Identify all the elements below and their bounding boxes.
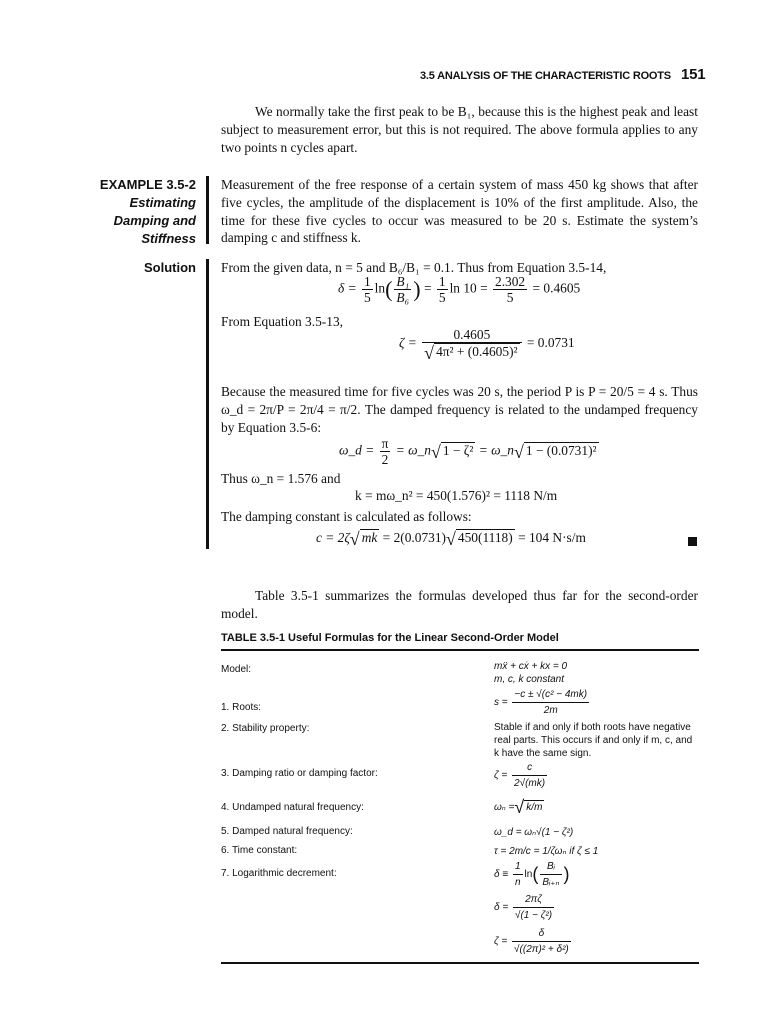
table-row-value-delta-zeta: [494, 892, 556, 923]
example-rule: [206, 176, 209, 244]
zeta-from-delta-num: δ: [512, 926, 571, 942]
delta-num: 2πζ: [513, 892, 554, 908]
delta-def-num: 1: [513, 859, 523, 875]
omega-n-lhs: ωₙ =: [494, 802, 515, 813]
eq3-den: 2: [381, 452, 389, 467]
table-intro: Table 3.5-1 summarizes the formulas developed thus far for the second-order model.: [221, 588, 698, 621]
table-row-label-damped-frequency: 5. Damped natural frequency:: [221, 826, 353, 837]
zeta-num: c: [512, 760, 547, 776]
eq1-frac4-num: 2.302: [495, 274, 526, 289]
eq5-result: = 104 N·s/m: [518, 530, 586, 545]
delta-def-b-num: Bᵢ: [540, 859, 561, 875]
zeta-from-delta-den: √((2π)² + δ²): [514, 944, 569, 955]
eq1-lhs: δ =: [338, 280, 357, 296]
eq5-rad2: 450(1118): [457, 530, 513, 545]
eq3-lhs: ω_d =: [339, 442, 375, 458]
example-problem: Measurement of the free response of a certain system of mass 450 kg shows that after five cycles, the amplitude of the displacement is 10% of the first amplitude. Also, the time for these five cycles to occur was measured to be 20 s. Estimate the system’s damping c and stiffness k.: [221, 177, 698, 246]
eq2-lhs: ζ =: [399, 335, 417, 351]
solution-line-1: From the given data, n = 5 and B₆/B₁ = 0.1. Thus from Equation 3.5-14,: [221, 260, 607, 275]
delta-den: √(1 − ζ²): [514, 910, 553, 921]
section-title: 3.5 ANALYSIS OF THE CHARACTERISTIC ROOTS: [420, 70, 671, 82]
solution-paragraph-3: Because the measured time for five cycles was 20 s, the period P is P = 20/5 = 4 s. Thus ω_d = 2π/P = 2π/4 = π/2. The damped frequency is related to the undamped frequency by Equation 3.5-6:: [221, 384, 698, 435]
delta-def-lhs: δ ≡: [494, 869, 509, 880]
roots-den: 2m: [543, 705, 558, 716]
delta-def-b-den: Bᵢ₊ₙ: [542, 877, 560, 888]
table-row-value-log-decrement: δ ≡ $\frac{1}{n}$ ln( $\frac{\text{Bᵢ}}{\text{Bᵢ₊ₙ}}$ ): [494, 861, 570, 888]
eq1-frac2-num: B₁: [396, 274, 410, 289]
solution-line-4: Thus ω_n = 1.576 and: [221, 471, 341, 486]
delta-lhs: δ =: [494, 902, 509, 913]
eq5-rad1: mk: [361, 530, 378, 545]
example-title-line-1: Estimating: [129, 195, 196, 210]
eq1-frac2-den: B₆: [396, 290, 410, 305]
delta-def-ln: ln: [524, 869, 533, 880]
eq5-mid: = 2(0.0731): [382, 530, 447, 545]
table-row-value-model-2: m, c, k constant: [494, 674, 565, 685]
solution-label: Solution: [144, 260, 196, 275]
table-row-value-undamped-frequency: ωₙ =√ k/m: [494, 797, 543, 817]
eq1-equals: =: [423, 280, 432, 296]
table-row-label-time-constant: 6. Time constant:: [221, 845, 298, 856]
intro-paragraph: We normally take the first peak to be B₁, because this is the highest peak and least subject to measurement error, but this is not required. The above formula applies to any two points n cycles apart.: [221, 104, 698, 155]
eq1-frac4-den: 5: [506, 290, 514, 305]
eq1-ln10: ln 10 =: [449, 280, 488, 296]
page-number: 151: [680, 66, 706, 83]
example-title-line-2: Damping and: [113, 213, 196, 228]
omega-n-rad: k/m: [526, 802, 543, 813]
table-title: TABLE 3.5-1 Useful Formulas for the Linear Second-Order Model: [221, 632, 559, 644]
eq3-rad2: 1 − (0.0731)²: [525, 442, 597, 458]
eq1-frac1-den: 5: [363, 290, 371, 305]
table-row-value-stability: Stable if and only if both roots have negative real parts. This occurs if and only if m, c, and k have the same sign.: [494, 722, 693, 759]
table-top-rule: [221, 649, 699, 651]
example-number: EXAMPLE 3.5-2: [99, 177, 196, 192]
example-title-line-3: Stiffness: [141, 231, 196, 246]
eq5-lhs: c = 2ζ: [316, 530, 350, 545]
table-row-value-roots: [494, 687, 591, 718]
table-row-value-model: mẍ + cẋ + kx = 0: [494, 661, 568, 672]
table-row-value-zeta-delta: [494, 926, 573, 957]
roots-num: −c ± √(c² − 4mk): [512, 687, 589, 703]
table-bottom-rule: [221, 962, 699, 964]
solution-rule: [206, 259, 209, 549]
equation-omega-d: ω_d = $\frac{\pi}{2}$ = ω_n√ 1 − ζ² = ω_n√ 1 − (0.0731)²: [339, 436, 597, 467]
equation-damping: c = 2ζ√ mk = 2(0.0731)√ 450(1118) = 104 N·s/m: [316, 529, 586, 549]
table-row-label-damping-ratio: 3. Damping ratio or damping factor:: [221, 768, 378, 779]
end-of-example-mark: [688, 537, 697, 546]
eq1-ln: ln: [374, 280, 386, 296]
eq2-num: 0.4605: [422, 327, 521, 343]
table-row-label-undamped-frequency: 4. Undamped natural frequency:: [221, 802, 364, 813]
table-row-label-log-decrement: 7. Logarithmic decrement:: [221, 868, 337, 879]
table-row-label-roots: 1. Roots:: [221, 702, 262, 713]
running-head: [420, 66, 720, 83]
eq2-result: = 0.0731: [526, 335, 575, 351]
eq3-rad1: 1 − ζ²: [442, 442, 474, 458]
eq3-mid: = ω_n: [395, 442, 431, 458]
table-row-label-model: Model:: [221, 664, 252, 675]
equation-delta: δ = $\frac{1}{5}$ ln( $\frac{\text{B₁}}{\text{B₆}}$ ) = $\frac{1}{5}$ ln 10 = $\frac{2.302}{5}$ = 0.4605: [338, 274, 581, 305]
table-row-value-damping-ratio: [494, 760, 549, 791]
zeta-den: 2√(mk): [514, 778, 546, 789]
equation-stiffness: k = mω_n² = 450(1.576)² = 1118 N/m: [355, 488, 558, 503]
example-label-block: [6, 176, 196, 248]
delta-def-den: n: [514, 877, 521, 888]
zeta-lhs: ζ =: [494, 770, 508, 781]
zeta-from-delta-lhs: ζ =: [494, 936, 508, 947]
eq1-frac3-den: 5: [438, 290, 446, 305]
eq2-den: 4π² + (0.4605)²: [436, 344, 518, 359]
eq1-frac3-num: 1: [438, 274, 446, 289]
table-row-value-time-constant: τ = 2m/c = 1/ζωₙ if ζ ≤ 1: [494, 846, 599, 857]
roots-lhs: s =: [494, 697, 508, 708]
eq1-frac1-num: 1: [363, 274, 371, 289]
solution-line-5: The damping constant is calculated as follows:: [221, 509, 472, 524]
eq1-result: = 0.4605: [532, 280, 581, 296]
solution-line-2: From Equation 3.5-13,: [221, 314, 343, 329]
eq3-mid2: = ω_n: [478, 442, 514, 458]
table-row-value-damped-frequency: ω_d = ωₙ√(1 − ζ²): [494, 827, 574, 838]
equation-zeta: ζ = $\frac{0.4605}{\text{√ 4π² + (0.4605)²}}$ = 0.0731: [399, 327, 575, 363]
eq3-num: π: [381, 436, 389, 451]
table-row-label-stability: 2. Stability property:: [221, 723, 310, 734]
